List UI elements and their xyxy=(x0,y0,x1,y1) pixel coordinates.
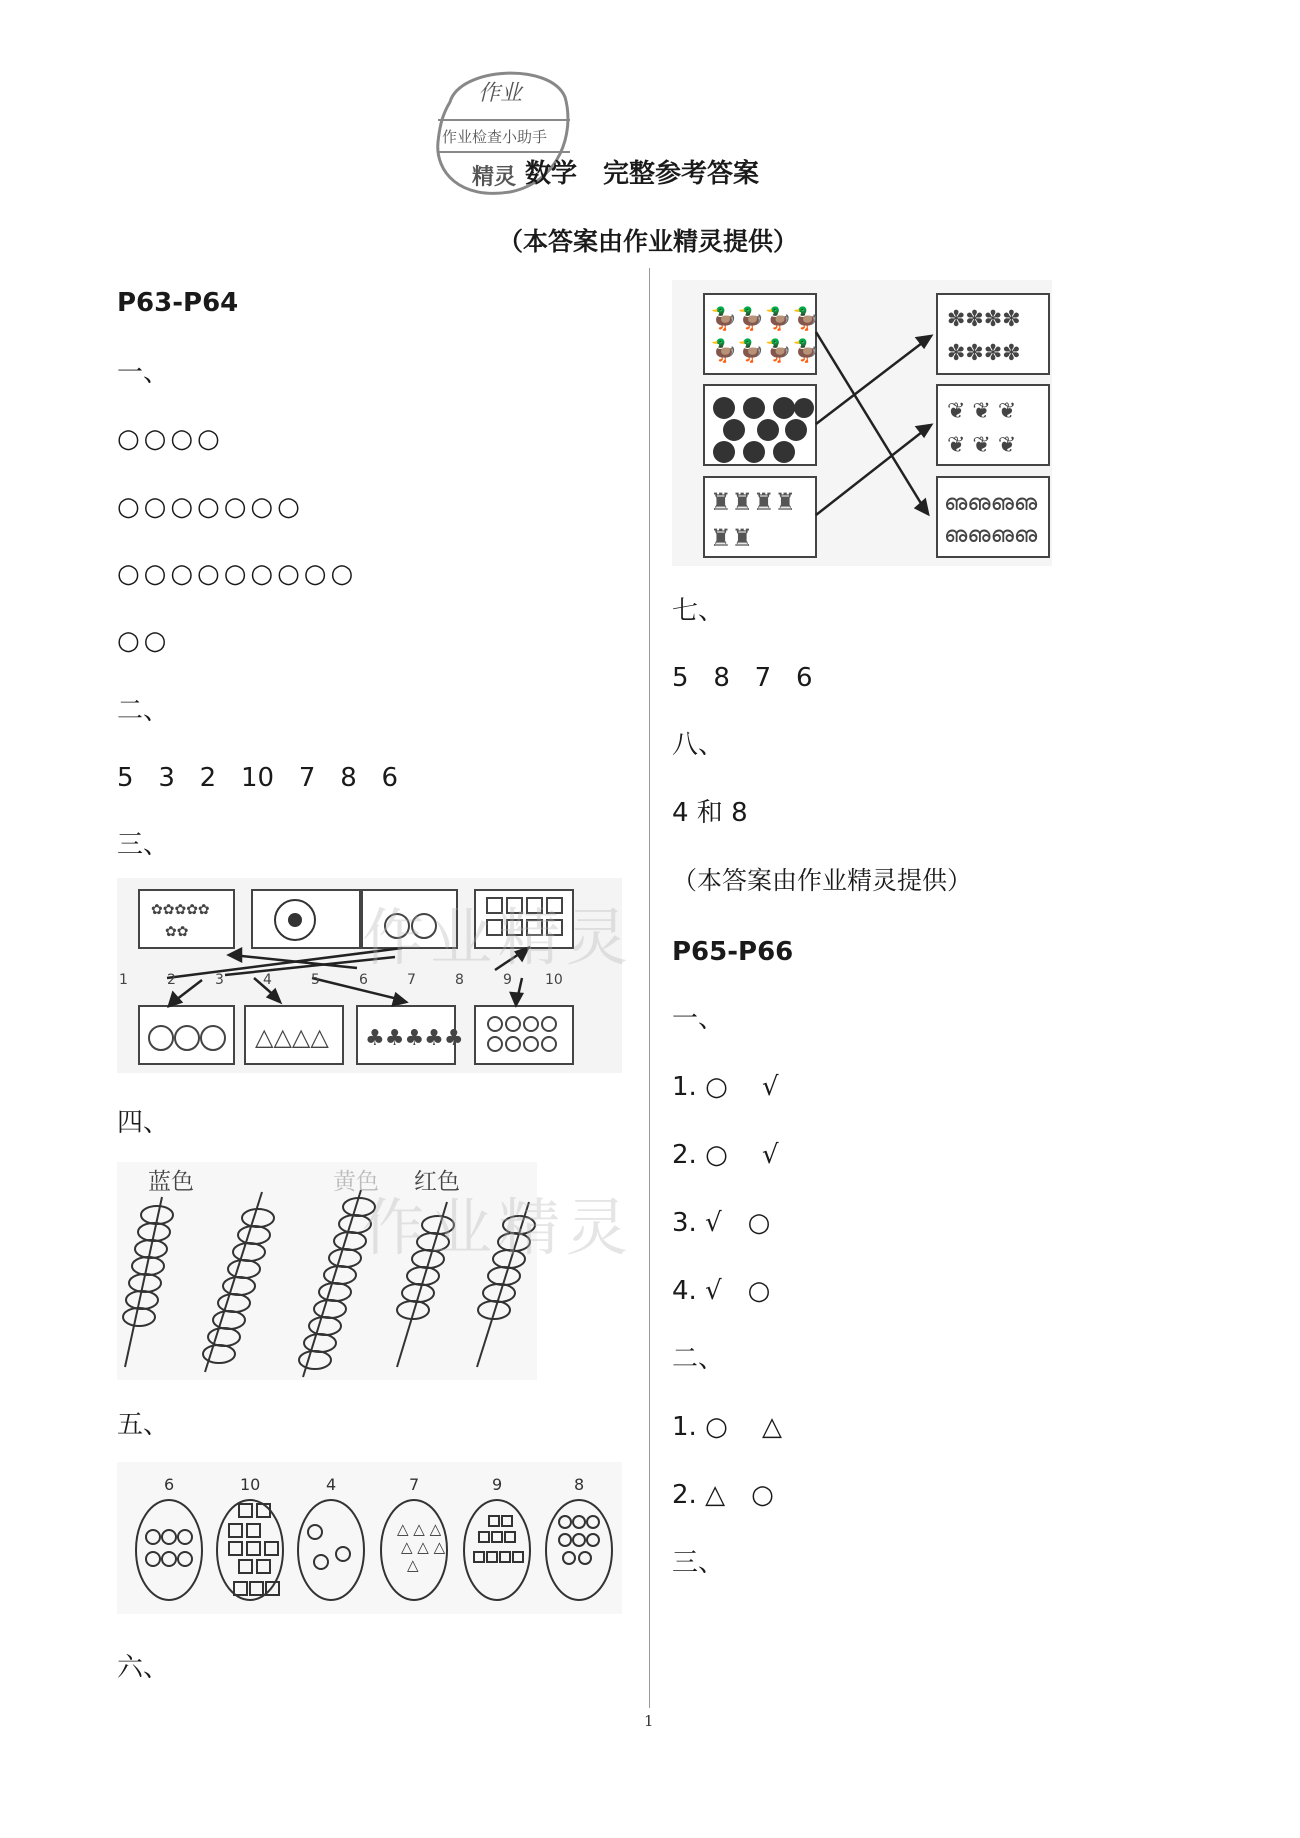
svg-text:♜♜♜♜: ♜♜♜♜ xyxy=(710,488,797,516)
q2-label: 二、 xyxy=(117,696,170,726)
q8-label: 八、 xyxy=(672,730,725,760)
q6-figure xyxy=(672,280,1052,566)
svg-text:❦ ❦ ❦: ❦ ❦ ❦ xyxy=(947,399,1017,424)
section-p65-p66: P65-P66 xyxy=(672,937,794,967)
q5-label: 五、 xyxy=(117,1410,170,1440)
q8-answer: 4 和 8 xyxy=(672,798,748,828)
section-p63-p64: P63-P64 xyxy=(117,288,239,318)
q3-number: 4 xyxy=(263,972,272,988)
p1-label: 一、 xyxy=(672,1004,725,1034)
q3-number: 7 xyxy=(407,972,416,988)
svg-text:△ △ △: △ △ △ xyxy=(401,1538,446,1556)
svg-text:🦆🦆🦆🦆: 🦆🦆🦆🦆 xyxy=(710,339,820,364)
p1-item-4: 4. √ ○ xyxy=(672,1276,771,1306)
page-number: 1 xyxy=(644,1712,654,1730)
q3-label: 三、 xyxy=(117,830,170,860)
color-label-red: 红色 xyxy=(414,1169,460,1195)
p3-label: 三、 xyxy=(672,1548,725,1578)
logo-text-bottom: 精灵 xyxy=(472,165,517,190)
q1-line-4: ○○ xyxy=(117,626,171,656)
q1-line-2: ○○○○○○○ xyxy=(117,492,304,522)
q3-number: 10 xyxy=(545,972,563,988)
q3-number: 2 xyxy=(167,972,176,988)
p2-item-2: 2. △ ○ xyxy=(672,1480,774,1510)
provider-note: （本答案由作业精灵提供） xyxy=(672,866,973,895)
svg-text:✿✿: ✿✿ xyxy=(165,924,189,940)
q3-number: 6 xyxy=(359,972,368,988)
logo-text-mid: 作业检查小助手 xyxy=(442,128,548,146)
p2-label: 二、 xyxy=(672,1344,725,1374)
q1-line-3: ○○○○○○○○○ xyxy=(117,559,358,589)
q5-count: 10 xyxy=(240,1475,261,1494)
page-subtitle: （本答案由作业精灵提供） xyxy=(498,227,799,256)
svg-text:✿✿✿✿✿: ✿✿✿✿✿ xyxy=(151,902,210,918)
svg-text:△△△△: △△△△ xyxy=(255,1023,329,1051)
q5-figure xyxy=(117,1462,622,1614)
q7-label: 七、 xyxy=(672,596,725,626)
q3-number: 9 xyxy=(503,972,512,988)
p1-item-2: 2. ○ √ xyxy=(672,1140,779,1170)
q3-number: 8 xyxy=(455,972,464,988)
q1-label: 一、 xyxy=(117,358,170,388)
svg-text:ഌഌഌഌ: ഌഌഌഌ xyxy=(944,491,1038,516)
q6-label: 六、 xyxy=(117,1653,170,1683)
p1-item-1: 1. ○ √ xyxy=(672,1072,779,1102)
q4-label: 四、 xyxy=(117,1108,170,1138)
p1-item-3: 3. √ ○ xyxy=(672,1208,771,1238)
p2-item-1: 1. ○ △ xyxy=(672,1412,783,1442)
watermark: 作业精灵 xyxy=(362,901,635,974)
logo-text-top: 作业 xyxy=(478,81,523,106)
q3-number: 1 xyxy=(119,972,128,988)
column-divider xyxy=(649,268,650,1708)
q5-count: 4 xyxy=(326,1475,337,1494)
svg-text:🦆🦆🦆🦆: 🦆🦆🦆🦆 xyxy=(710,307,820,332)
svg-text:△ △ △: △ △ △ xyxy=(397,1520,442,1538)
svg-text:△: △ xyxy=(407,1556,419,1574)
q2-answer: 5 3 2 10 7 8 6 xyxy=(117,763,399,793)
q3-number: 5 xyxy=(311,972,320,988)
q1-line-1: ○○○○ xyxy=(117,424,224,454)
color-label-yellow: 黄色 xyxy=(333,1169,379,1195)
q5-count: 9 xyxy=(492,1475,503,1494)
q3-number: 3 xyxy=(215,972,224,988)
svg-text:♣♣♣♣♣: ♣♣♣♣♣ xyxy=(365,1026,464,1051)
svg-text:ഌഌഌഌ: ഌഌഌഌ xyxy=(944,523,1038,548)
watermark: 作业精灵 xyxy=(362,1191,635,1264)
q5-count: 6 xyxy=(164,1475,175,1494)
color-label-blue: 蓝色 xyxy=(148,1169,194,1195)
svg-text:❦ ❦ ❦: ❦ ❦ ❦ xyxy=(947,433,1017,458)
page-title: 数学 完整参考答案 xyxy=(525,159,760,189)
q5-count: 8 xyxy=(574,1475,585,1494)
q7-answer: 5 8 7 6 xyxy=(672,663,813,693)
svg-text:♜♜: ♜♜ xyxy=(710,524,754,552)
q5-count: 7 xyxy=(409,1475,420,1494)
svg-text:✽✽✽✽: ✽✽✽✽ xyxy=(947,341,1021,366)
svg-text:✽✽✽✽: ✽✽✽✽ xyxy=(947,307,1021,332)
